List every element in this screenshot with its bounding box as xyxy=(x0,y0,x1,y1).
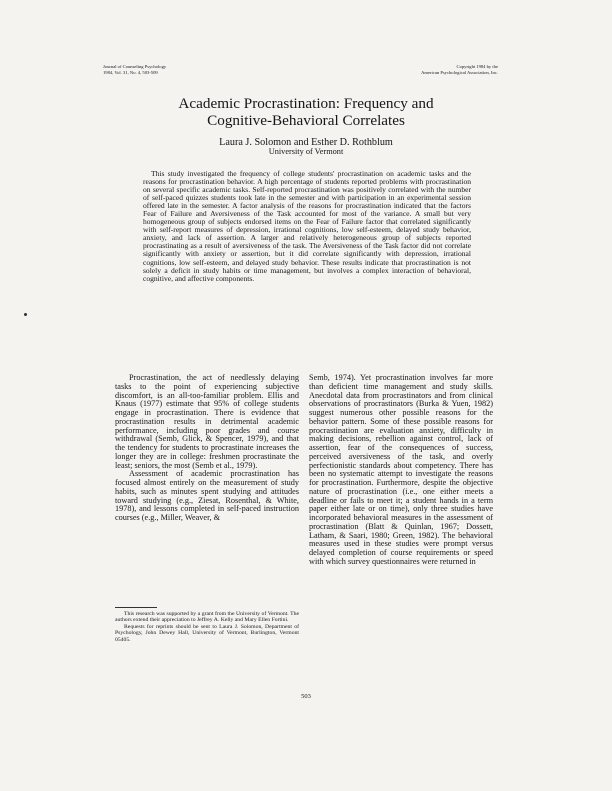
scan-speck xyxy=(24,313,27,316)
copyright-header xyxy=(380,64,498,76)
article-title xyxy=(120,95,492,129)
page-number: 503 xyxy=(301,693,311,700)
body-paragraph: Assessment of academic procrastination has focused almost entirely on the measurement of study habits, such as minutes spent studying and attitudes toward studying (e.g., Ziesat, Rosenthal, & White, 1978), and lessons completed in self-paced instruction courses (e.g., Miller, Weaver, & xyxy=(115,469,299,522)
footnote xyxy=(115,611,299,643)
journal-header xyxy=(103,64,166,76)
journal-volume: 1984, Vol. 31, No. 4, 503-509 xyxy=(103,70,158,75)
body-paragraph: Procrastination, the act of needlessly delaying tasks to the point of experiencing subjective discomfort, is an all-too-familiar problem. Ellis and Knaus (1977) estimate that 95% of college students engage in procrastination. There is evidence that procrastination results in detrimental academic performance, including poor grades and course withdrawal (Semb, Glick, & Spencer, 1979), and that the tendency for students to procrastinate increases the longer they are in college: freshmen procrastinate the least; seniors, the most (Semb et al., 1979). xyxy=(115,373,299,470)
body-column-right xyxy=(309,374,493,567)
body-paragraph: Semb, 1974). Yet procrastination involves far more than deficient time management and study skills. Anecdotal data from procrastinators and from clinical observations of procrastinators (Burka & Yuen, 1982) suggest numerous other possible reasons for the behavior pattern. Some of these possible reasons for procrastination are evaluation anxiety, difficulty in making decisions, rebellion against control, lack of assertion, fear of the consequences of success, perceived aversiveness of the task, and overly perfectionistic standards about competency. There has been no systematic attempt to investigate the reasons for procrastination. Furthermore, despite the objective nature of procrastination (i.e., one either meets a deadline or fails to meet it; a student hands in a term paper either late or on time), only three studies have incorporated behavioral measures in the assessment of procrastination (Blatt & Quinlan, 1967; Dossett, Latham, & Saari, 1980; Green, 1982). The behavioral measures used in these studies were prompt versus delayed completion of course requirements or speed with which survey questionnaires were returned in xyxy=(309,373,493,566)
publisher-line: American Psychological Association, Inc. xyxy=(421,70,498,75)
body-column-left xyxy=(115,374,299,523)
journal-name: Journal of Counseling Psychology xyxy=(103,64,167,69)
footnote-funding: This research was supported by a grant from the University of Vermont. The authors extend their appreciation to Jeffrey A. Kelly and Mary Ellen Fortini. xyxy=(115,611,299,624)
authors: Laura J. Solomon and Esther D. Rothblum xyxy=(219,137,393,148)
affiliation: University of Vermont xyxy=(268,147,344,156)
title-line-2: Cognitive-Behavioral Correlates xyxy=(207,112,405,129)
footnote-reprints: Requests for reprints should be sent to Laura J. Solomon, Department of Psychology, John Dewey Hall, University of Vermont, Burlington, Vermont 05405. xyxy=(115,623,299,643)
copyright-line: Copyright 1984 by the xyxy=(456,64,498,69)
footnote-divider xyxy=(115,607,157,608)
abstract: This study investigated the frequency of college students' procrastination on academic tasks and the reasons for procrastination behavior. A high percentage of students reported problems with procrastination on several specific academic tasks. Self-reported procrastination was positively correlated with the number of self-paced quizzes students took late in the semester and with participation in an experimental session offered late in the semester. A factor analysis of the reasons for procrastination indicated that the factors Fear of Failure and Aversiveness of the Task accounted for most of the variance. A small but very homogeneous group of subjects endorsed items on the Fear of Failure factor that correlated significantly with self-report measures of depression, irrational cognitions, low self-esteem, delayed study behavior, anxiety, and lack of assertion. A larger and relatively heterogeneous group of subjects reported procrastinating as a result of aversiveness of the task. The Aversiveness of the Task factor did not correlate significantly with anxiety or assertion, but it did correlate significantly with depression, irrational cognitions, low self-esteem, and delayed study behavior. These results indicate that procrastination is not solely a deficit in study habits or time management, but involves a complex interaction of behavioral, cognitive, and affective components. xyxy=(143,169,471,283)
title-line-1: Academic Procrastination: Frequency and xyxy=(178,95,434,112)
